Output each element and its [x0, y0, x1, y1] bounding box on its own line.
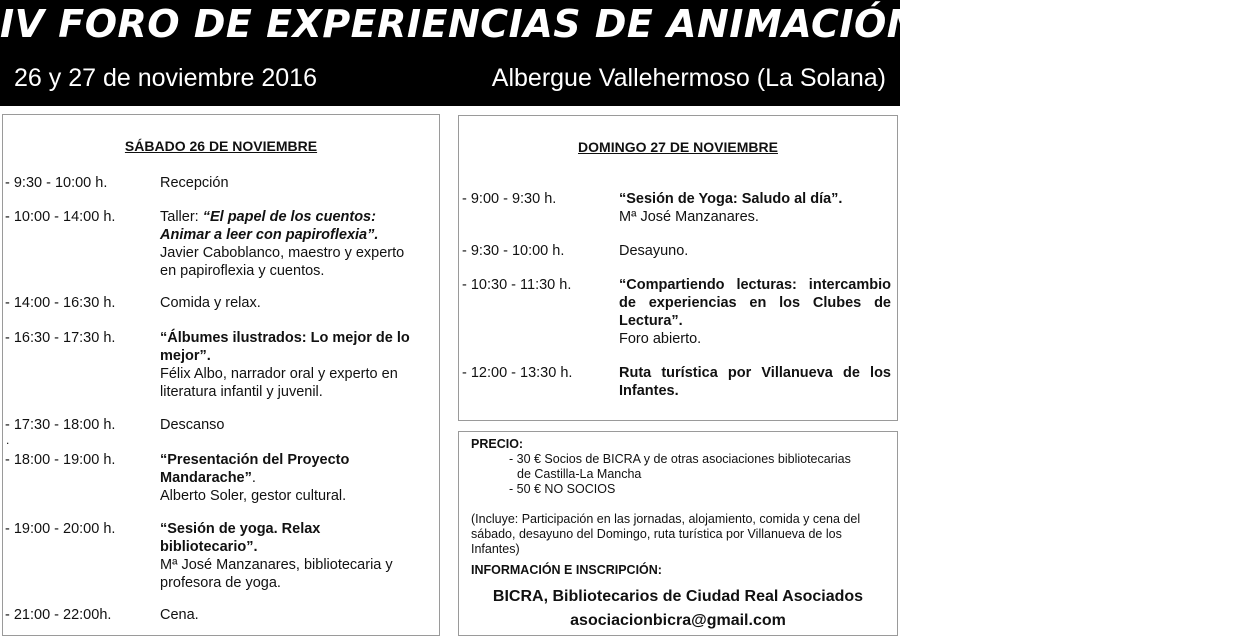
item-time: - 14:00 - 16:30 h. — [5, 295, 116, 311]
item-time: - 10:00 - 14:00 h. — [5, 209, 116, 225]
stray-mark: . — [6, 433, 10, 447]
saturday-heading: SÁBADO 26 DE NOVIEMBRE — [124, 138, 318, 154]
item-description: “Compartiendo lecturas: intercambio de experiencias en los Clubes de Lectura”. Foro abierto. — [619, 277, 891, 347]
sunday-heading: DOMINGO 27 DE NOVIEMBRE — [578, 139, 778, 155]
item-time: - 21:00 - 22:00h. — [5, 607, 112, 623]
item-description: Cena. — [160, 607, 199, 623]
price-inclusions-note: (Incluye: Participación en las jornadas, alojamiento, comida y cena del sábado, desayuno del Domingo, ruta turística por Villanueva de los Infantes) — [471, 512, 861, 556]
item-time: - 12:00 - 13:30 h. — [462, 365, 573, 381]
header-banner — [0, 0, 1242, 106]
item-description: Ruta turística por Villanueva de los Infantes. — [619, 365, 891, 399]
item-time: - 10:30 - 11:30 h. — [462, 277, 572, 293]
event-dates: 26 y 27 de noviembre 2016 — [14, 64, 317, 92]
item-time: - 19:00 - 20:00 h. — [5, 521, 116, 537]
item-description: Comida y relax. — [160, 295, 261, 311]
item-time: - 9:30 - 10:00 h. — [5, 175, 108, 191]
item-time: - 9:00 - 9:30 h. — [462, 191, 557, 207]
price-label: PRECIO: — [471, 437, 524, 451]
item-description: Descanso — [160, 417, 225, 433]
contact-email[interactable]: asociacionbicra@gmail.com — [570, 612, 786, 629]
price-option: - 30 € Socios de BICRA y de otras asociaciones bibliotecarias — [509, 452, 851, 466]
item-time: - 17:30 - 18:00 h. — [5, 417, 116, 433]
item-time: - 9:30 - 10:00 h. — [462, 243, 565, 259]
item-time: - 16:30 - 17:30 h. — [5, 330, 116, 346]
event-title: IV FORO DE EXPERIENCIAS DE ANIMACIÓN A LA LECTURA — [0, 2, 1242, 46]
item-time: - 18:00 - 19:00 h. — [5, 452, 116, 468]
item-description: “Sesión de yoga. Relax bibliotecario”. Mª José Manzanares, bibliotecaria y profesora de yoga. — [160, 521, 393, 591]
pricing-panel — [458, 431, 898, 636]
price-option: - 50 € NO SOCIOS — [509, 482, 616, 496]
item-description: “Presentación del Proyecto Mandarache”. Alberto Soler, gestor cultural. — [160, 452, 350, 504]
item-description: Desayuno. — [619, 243, 689, 259]
info-label: INFORMACIÓN E INSCRIPCIÓN: — [471, 563, 662, 577]
organization-name: BICRA, Bibliotecarios de Ciudad Real Asociados — [492, 588, 864, 605]
event-venue: Albergue Vallehermoso (La Solana) — [491, 64, 886, 92]
item-description: “Álbumes ilustrados: Lo mejor de lo mejor”. Félix Albo, narrador oral y experto en literatura infantil y juvenil. — [160, 330, 410, 400]
item-description: “Sesión de Yoga: Saludo al día”. Mª José Manzanares. — [619, 191, 843, 225]
price-option: de Castilla-La Mancha — [517, 467, 642, 481]
item-description: Taller: “El papel de los cuentos: Animar a leer con papiroflexia”. Javier Caboblanco, maestro y experto en papiroflexia y cuentos. — [160, 209, 405, 279]
item-description: Recepción — [160, 175, 229, 191]
sunday-schedule-panel — [458, 115, 898, 421]
price-options — [509, 452, 851, 497]
saturday-schedule-panel — [2, 114, 440, 636]
